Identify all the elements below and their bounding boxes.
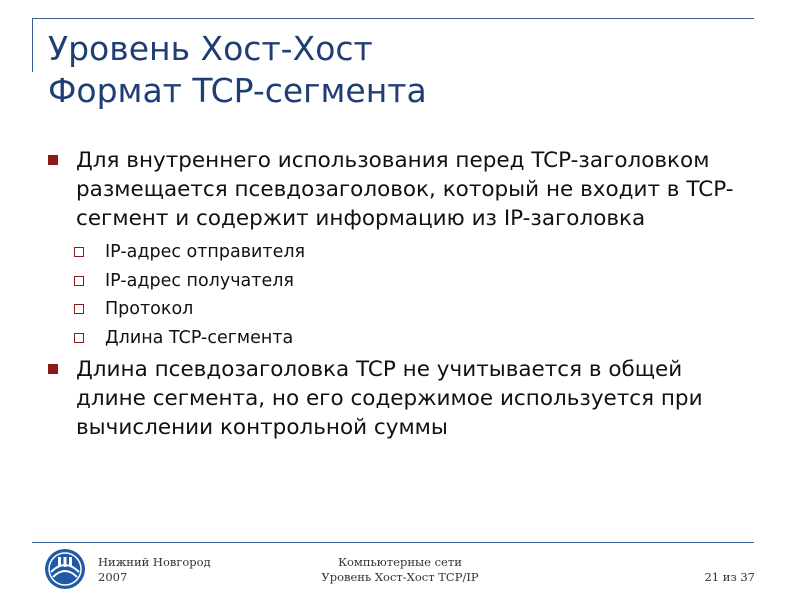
title-line-1: Уровень Хост-Хост — [48, 29, 373, 68]
left-rule — [32, 18, 33, 72]
footer-rule — [32, 542, 754, 543]
hollow-square-bullet-icon — [74, 333, 84, 343]
footer-topic: Уровень Хост-Хост TCP/IP — [321, 570, 479, 584]
footer-course-name: Компьютерные сети — [338, 555, 462, 569]
bullet-item — [48, 146, 738, 233]
sub-bullet-item — [48, 267, 738, 296]
square-bullet-icon — [48, 364, 58, 374]
hollow-square-bullet-icon — [74, 276, 84, 286]
bullet-item — [48, 355, 738, 442]
slide-title — [48, 28, 427, 112]
sub-bullet-text: Протокол — [105, 299, 194, 319]
page-number: 21 из 37 — [704, 570, 755, 584]
footer-year: 2007 — [98, 570, 128, 584]
footer-city: Нижний Новгород — [98, 555, 211, 569]
footer-course — [300, 555, 500, 585]
sub-bullet-text: IP-адрес отправителя — [105, 242, 306, 262]
sub-bullet-item — [48, 238, 738, 267]
bullet-text: Длина псевдозаголовка TCP не учитывается в общей длине сегмента, но его содержимое используется при вычислении контрольной суммы — [76, 357, 703, 440]
hollow-square-bullet-icon — [74, 304, 84, 314]
sub-bullet-item — [48, 324, 738, 353]
footer-location — [98, 555, 211, 585]
sub-bullet-text: IP-адрес получателя — [105, 270, 294, 291]
sub-bullet-text: Длина TCP-сегмента — [105, 327, 294, 348]
sub-bullet-list — [48, 238, 738, 352]
top-rule — [32, 18, 754, 19]
square-bullet-icon — [48, 155, 58, 165]
bullet-text: Для внутреннего использования перед TCP-заголовком размещается псевдозаголовок, который не входит в TCP-сегмент и содержит информацию из IP-заголовка — [76, 148, 734, 231]
university-logo-icon — [42, 548, 88, 590]
slide-content — [48, 146, 738, 442]
hollow-square-bullet-icon — [74, 247, 84, 257]
sub-bullet-item — [48, 295, 738, 324]
title-line-2: Формат TCP-сегмента — [48, 71, 427, 110]
